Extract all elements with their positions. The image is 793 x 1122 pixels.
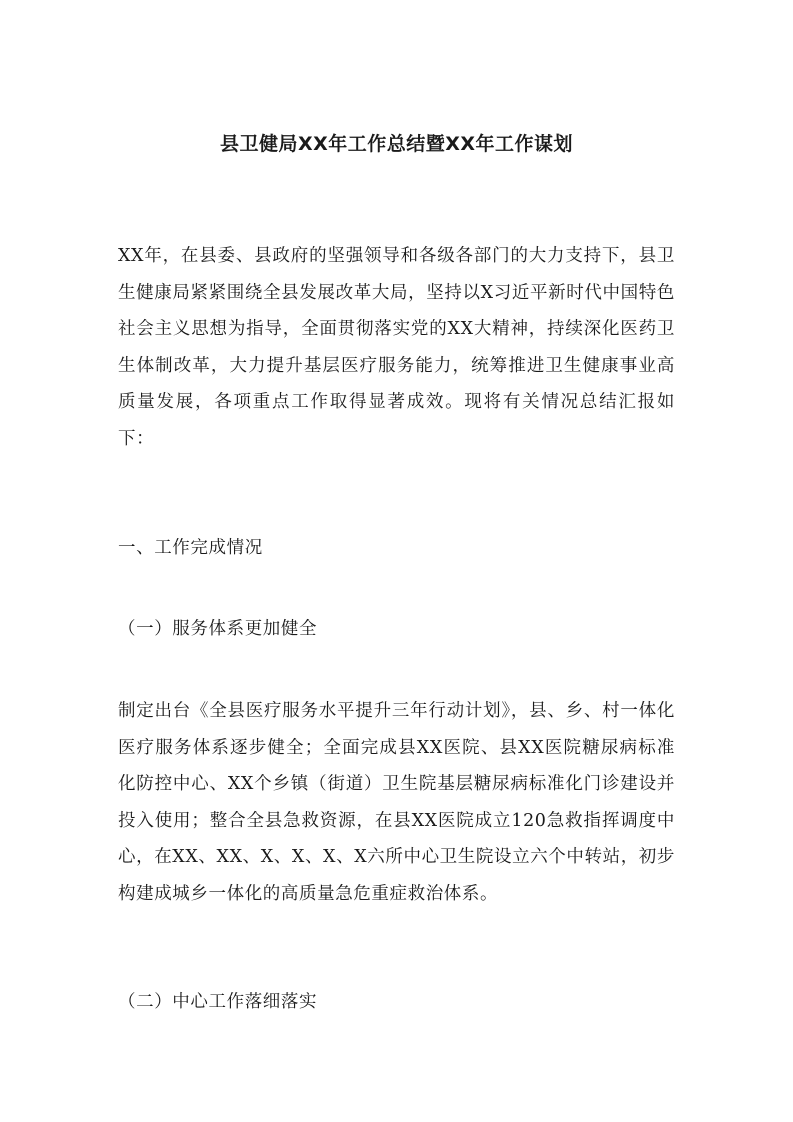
section-heading: 一、工作完成情况 [118, 538, 263, 558]
intro-paragraph: XX年，在县委、县政府的坚强领导和各级各部门的大力支持下，县卫生健康局紧紧围绕全县发展改革大局，坚持以X习近平新时代中国特色社会主义思想为指导，全面贯彻落实党的XX大精神，持续深化医药卫生体制改革，大力提升基层医疗服务能力，统筹推进卫生健康事业高质量发展，各项重点工作取得显著成效。现将有关情况总结汇报如下： [118, 246, 675, 449]
body-paragraph: 制定出台《全县医疗服务水平提升三年行动计划》，县、乡、村一体化医疗服务体系逐步健全；全面完成县XX医院、县XX医院糖尿病标准化防控中心、XX个乡镇（街道）卫生院基层糖尿病标准化门诊建设并投入使用；整合全县急救资源，在县XX医院成立120急救指挥调度中心，在XX、XX、X、X、X、X六所中心卫生院设立六个中转站，初步构建成城乡一体化的高质量急危重症救治体系。 [118, 701, 675, 904]
subsection-heading: （二）中心工作落细落实 [118, 992, 318, 1012]
document-title: 县卫健局XX年工作总结暨XX年工作谋划 [219, 133, 574, 155]
subsection-heading: （一）服务体系更加健全 [118, 619, 318, 639]
